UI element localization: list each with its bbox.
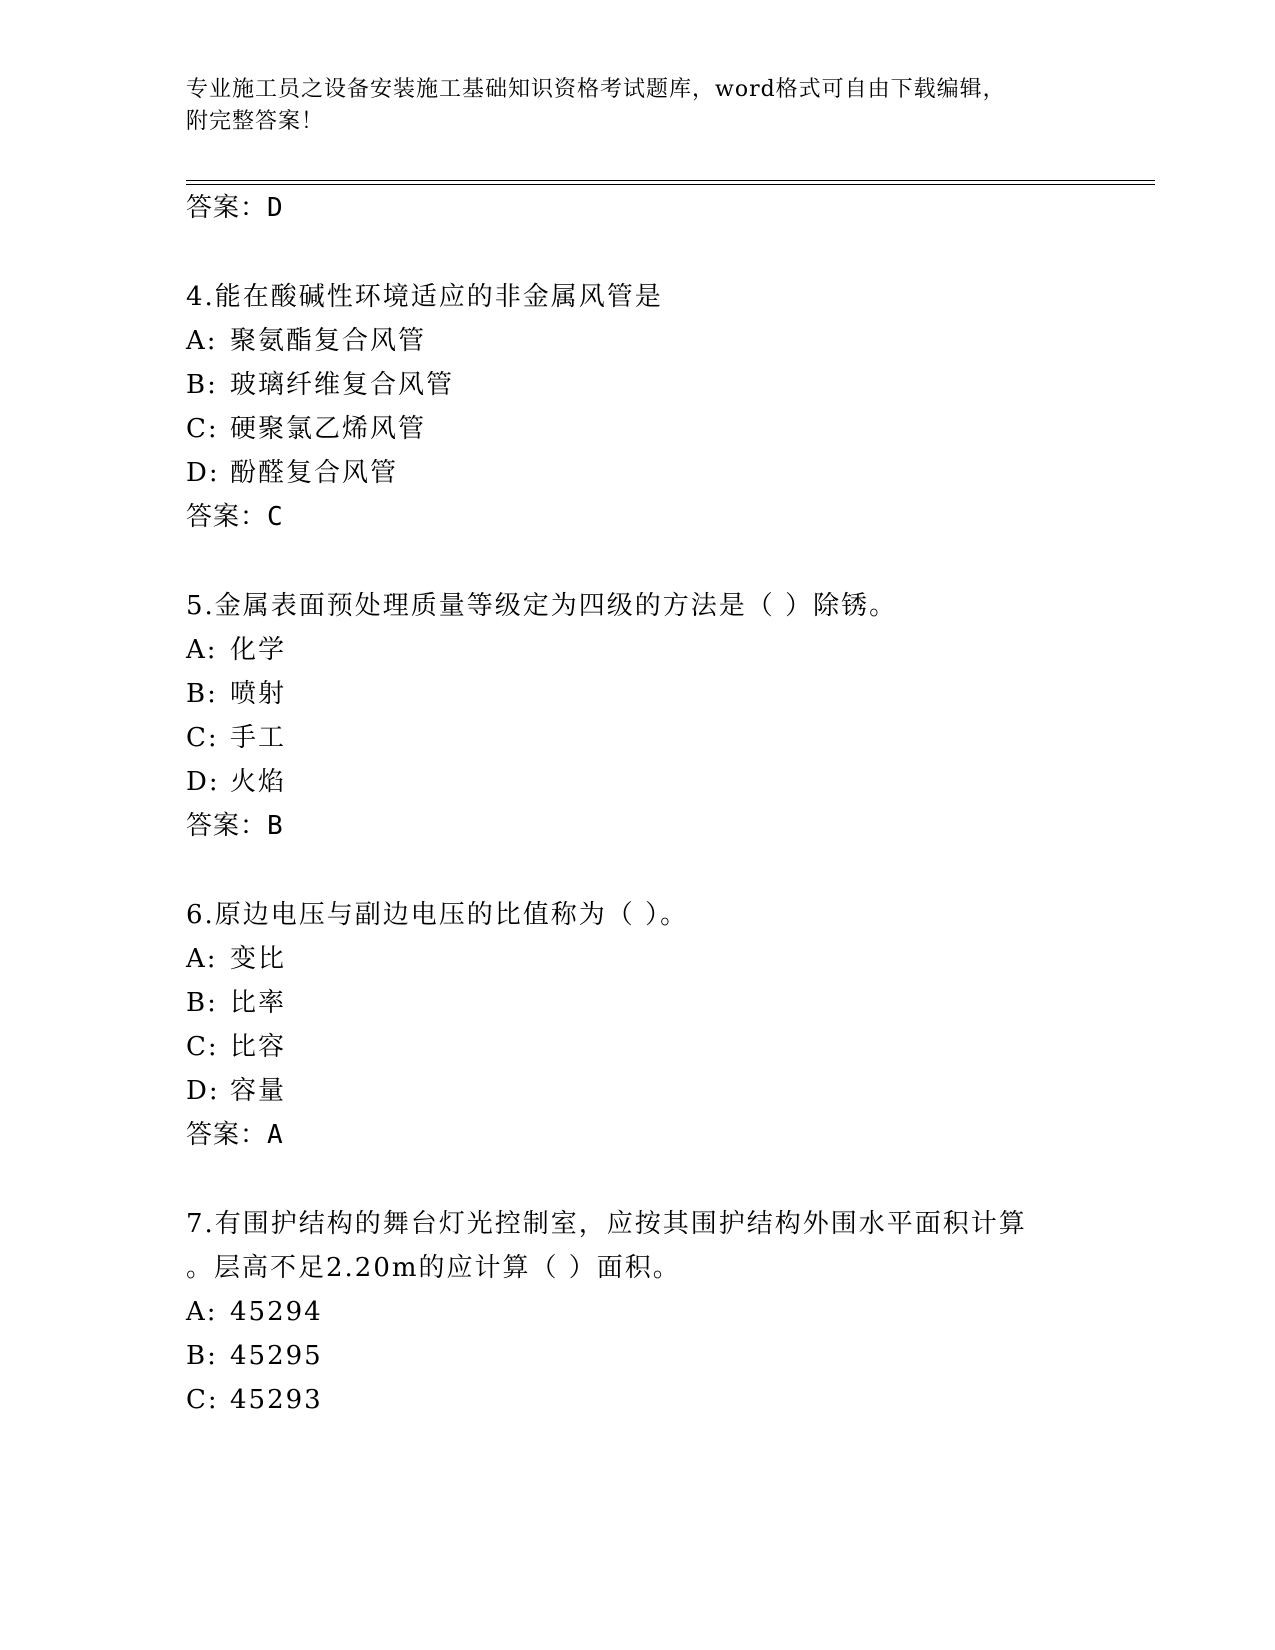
answer-value: B xyxy=(267,811,284,841)
option-letter: B: xyxy=(186,679,218,709)
option-letter: A: xyxy=(186,944,218,974)
option-letter: B: xyxy=(186,1341,218,1371)
option-text: 火焰 xyxy=(230,767,287,797)
header-divider-bottom xyxy=(186,184,1155,185)
option-text: 45295 xyxy=(230,1341,323,1371)
option-b xyxy=(186,368,454,402)
option-letter: D: xyxy=(186,767,220,797)
option-text: 容量 xyxy=(230,1076,287,1106)
answer-line xyxy=(186,1118,284,1152)
option-b xyxy=(186,677,286,711)
answer-line xyxy=(186,191,284,225)
option-text: 45294 xyxy=(230,1297,323,1327)
option-text: 化学 xyxy=(230,635,287,665)
answer-prefix: 答案： xyxy=(186,811,268,841)
option-c xyxy=(186,721,286,755)
option-letter: B: xyxy=(186,988,218,1018)
option-letter: C: xyxy=(186,1385,219,1415)
answer-prefix: 答案： xyxy=(186,193,268,223)
option-d xyxy=(186,1074,286,1108)
option-letter: D: xyxy=(186,1076,220,1106)
question-stem: 4.能在酸碱性环境适应的非金属风管是 xyxy=(186,282,663,312)
option-text: 手工 xyxy=(230,723,287,753)
option-d xyxy=(186,456,398,490)
answer-value: C xyxy=(267,502,284,532)
option-letter: A: xyxy=(186,326,218,356)
option-letter: A: xyxy=(186,1297,218,1327)
option-b xyxy=(186,1339,323,1373)
option-letter: A: xyxy=(186,635,218,665)
option-letter: D: xyxy=(186,458,220,488)
option-a xyxy=(186,1295,323,1329)
option-text: 45293 xyxy=(230,1385,323,1415)
option-text: 喷射 xyxy=(230,679,287,709)
question-stem: 5.金属表面预处理质量等级定为四级的方法是（ ）除锈。 xyxy=(186,591,898,621)
answer-value: D xyxy=(267,193,284,223)
option-b xyxy=(186,986,286,1020)
answer-value: A xyxy=(267,1120,284,1150)
option-letter: C: xyxy=(186,723,219,753)
option-a xyxy=(186,633,286,667)
answer-line xyxy=(186,500,284,534)
option-c xyxy=(186,1383,323,1417)
option-text: 酚醛复合风管 xyxy=(230,458,399,488)
option-text: 比容 xyxy=(230,1032,287,1062)
option-text: 聚氨酯复合风管 xyxy=(230,326,427,356)
header-line-1: 专业施工员之设备安装施工基础知识资格考试题库，word格式可自由下载编辑， xyxy=(186,77,1006,102)
header-line-2: 附完整答案！ xyxy=(186,109,325,134)
option-a xyxy=(186,942,286,976)
option-text: 变比 xyxy=(230,944,287,974)
option-text: 比率 xyxy=(230,988,287,1018)
option-c xyxy=(186,1030,286,1064)
option-letter: B: xyxy=(186,370,218,400)
answer-line xyxy=(186,809,284,843)
page-header xyxy=(186,74,1086,138)
option-letter: C: xyxy=(186,414,219,444)
option-c xyxy=(186,412,426,446)
answer-prefix: 答案： xyxy=(186,502,268,532)
answer-prefix: 答案： xyxy=(186,1120,268,1150)
question-stem-line-1: 7.有围护结构的舞台灯光控制室，应按其围护结构外围水平面积计算 xyxy=(186,1209,1027,1239)
option-text: 硬聚氯乙烯风管 xyxy=(230,414,427,444)
option-d xyxy=(186,765,286,799)
question-stem-line-2: 。层高不足2.20m的应计算（ ）面积。 xyxy=(186,1253,681,1283)
question-stem: 6.原边电压与副边电压的比值称为（ ）。 xyxy=(186,900,689,930)
option-text: 玻璃纤维复合风管 xyxy=(230,370,455,400)
option-letter: C: xyxy=(186,1032,219,1062)
header-divider-top xyxy=(186,180,1155,181)
option-a xyxy=(186,324,426,358)
